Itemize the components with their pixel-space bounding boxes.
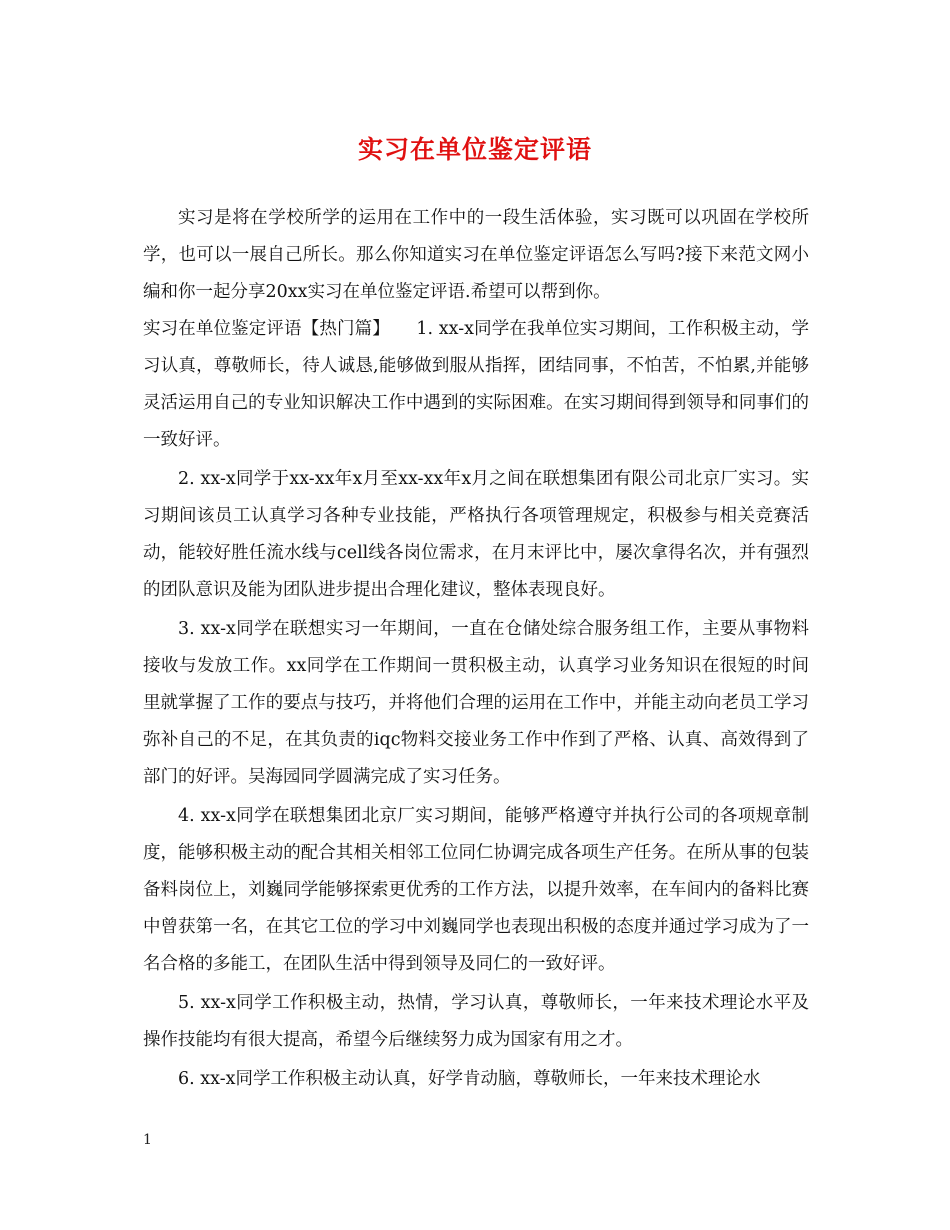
evaluation-paragraph-3: 3. xx-x同学在联想实习一年期间，一直在仓储处综合服务组工作，主要从事物料接收与发放工作。xx同学在工作期间一贯积极主动，认真学习业务知识在很短的时间里就掌握了工作的要点与技巧，并将他们合理的运用在工作中，并能主动向老员工学习弥补自己的不足，在其负责的iqc物料交接业务工作中作到了严格、认真、高效得到了部门的好评。吴海园同学圆满完成了实习任务。: [143, 619, 809, 787]
evaluation-paragraph-4: 4. xx-x同学在联想集团北京厂实习期间，能够严格遵守并执行公司的各项规章制度，能够积极主动的配合其相关相邻工位同仁协调完成各项生产任务。在所从事的包装备料岗位上，刘巍同学能够探索更优秀的工作方法，以提升效率，在车间内的备料比赛中曾获第一名，在其它工位的学习中刘巍同学也表现出积极的态度并通过学习成为了一名合格的多能工，在团队生活中得到领导及同仁的一致好评。: [143, 806, 809, 974]
document-body: [143, 200, 809, 1098]
evaluation-paragraph-2: 2. xx-x同学于xx-xx年x月至xx-xx年x月之间在联想集团有限公司北京厂实习。实习期间该员工认真学习各种专业技能，严格执行各项管理规定，积极参与相关竞赛活动，能较好胜任流水线与cell线各岗位需求，在月末评比中，屡次拿得名次，并有强烈的团队意识及能为团队进步提出合理化建议，整体表现良好。: [143, 469, 809, 600]
document-title: 实习在单位鉴定评语: [357, 135, 592, 164]
page-number: 1: [143, 1132, 152, 1148]
evaluation-paragraph-5: 5. xx-x同学工作积极主动，热情，学习认真，尊敬师长，一年来技术理论水平及操作技能均有很大提高，希望今后继续努力成为国家有用之才。: [143, 993, 809, 1050]
section-heading-paragraph: 实习在单位鉴定评语【热门篇】 1. xx-x同学在我单位实习期间，工作积极主动，学习认真，尊敬师长，待人诚恳,能够做到服从指挥，团结同事，不怕苦，不怕累,并能够灵活运用自己的专业知识解决工作中遇到的实际困难。在实习期间得到领导和同事们的一致好评。: [143, 319, 809, 450]
intro-paragraph: 实习是将在学校所学的运用在工作中的一段生活体验，实习既可以巩固在学校所学，也可以一展自己所长。那么你知道实习在单位鉴定评语怎么写吗?接下来范文网小编和你一起分享20xx实习在单位鉴定评语.希望可以帮到你。: [143, 208, 809, 302]
evaluation-paragraph-6: 6. xx-x同学工作积极主动认真，好学肯动脑，尊敬师长，一年来技术理论水: [178, 1069, 761, 1089]
